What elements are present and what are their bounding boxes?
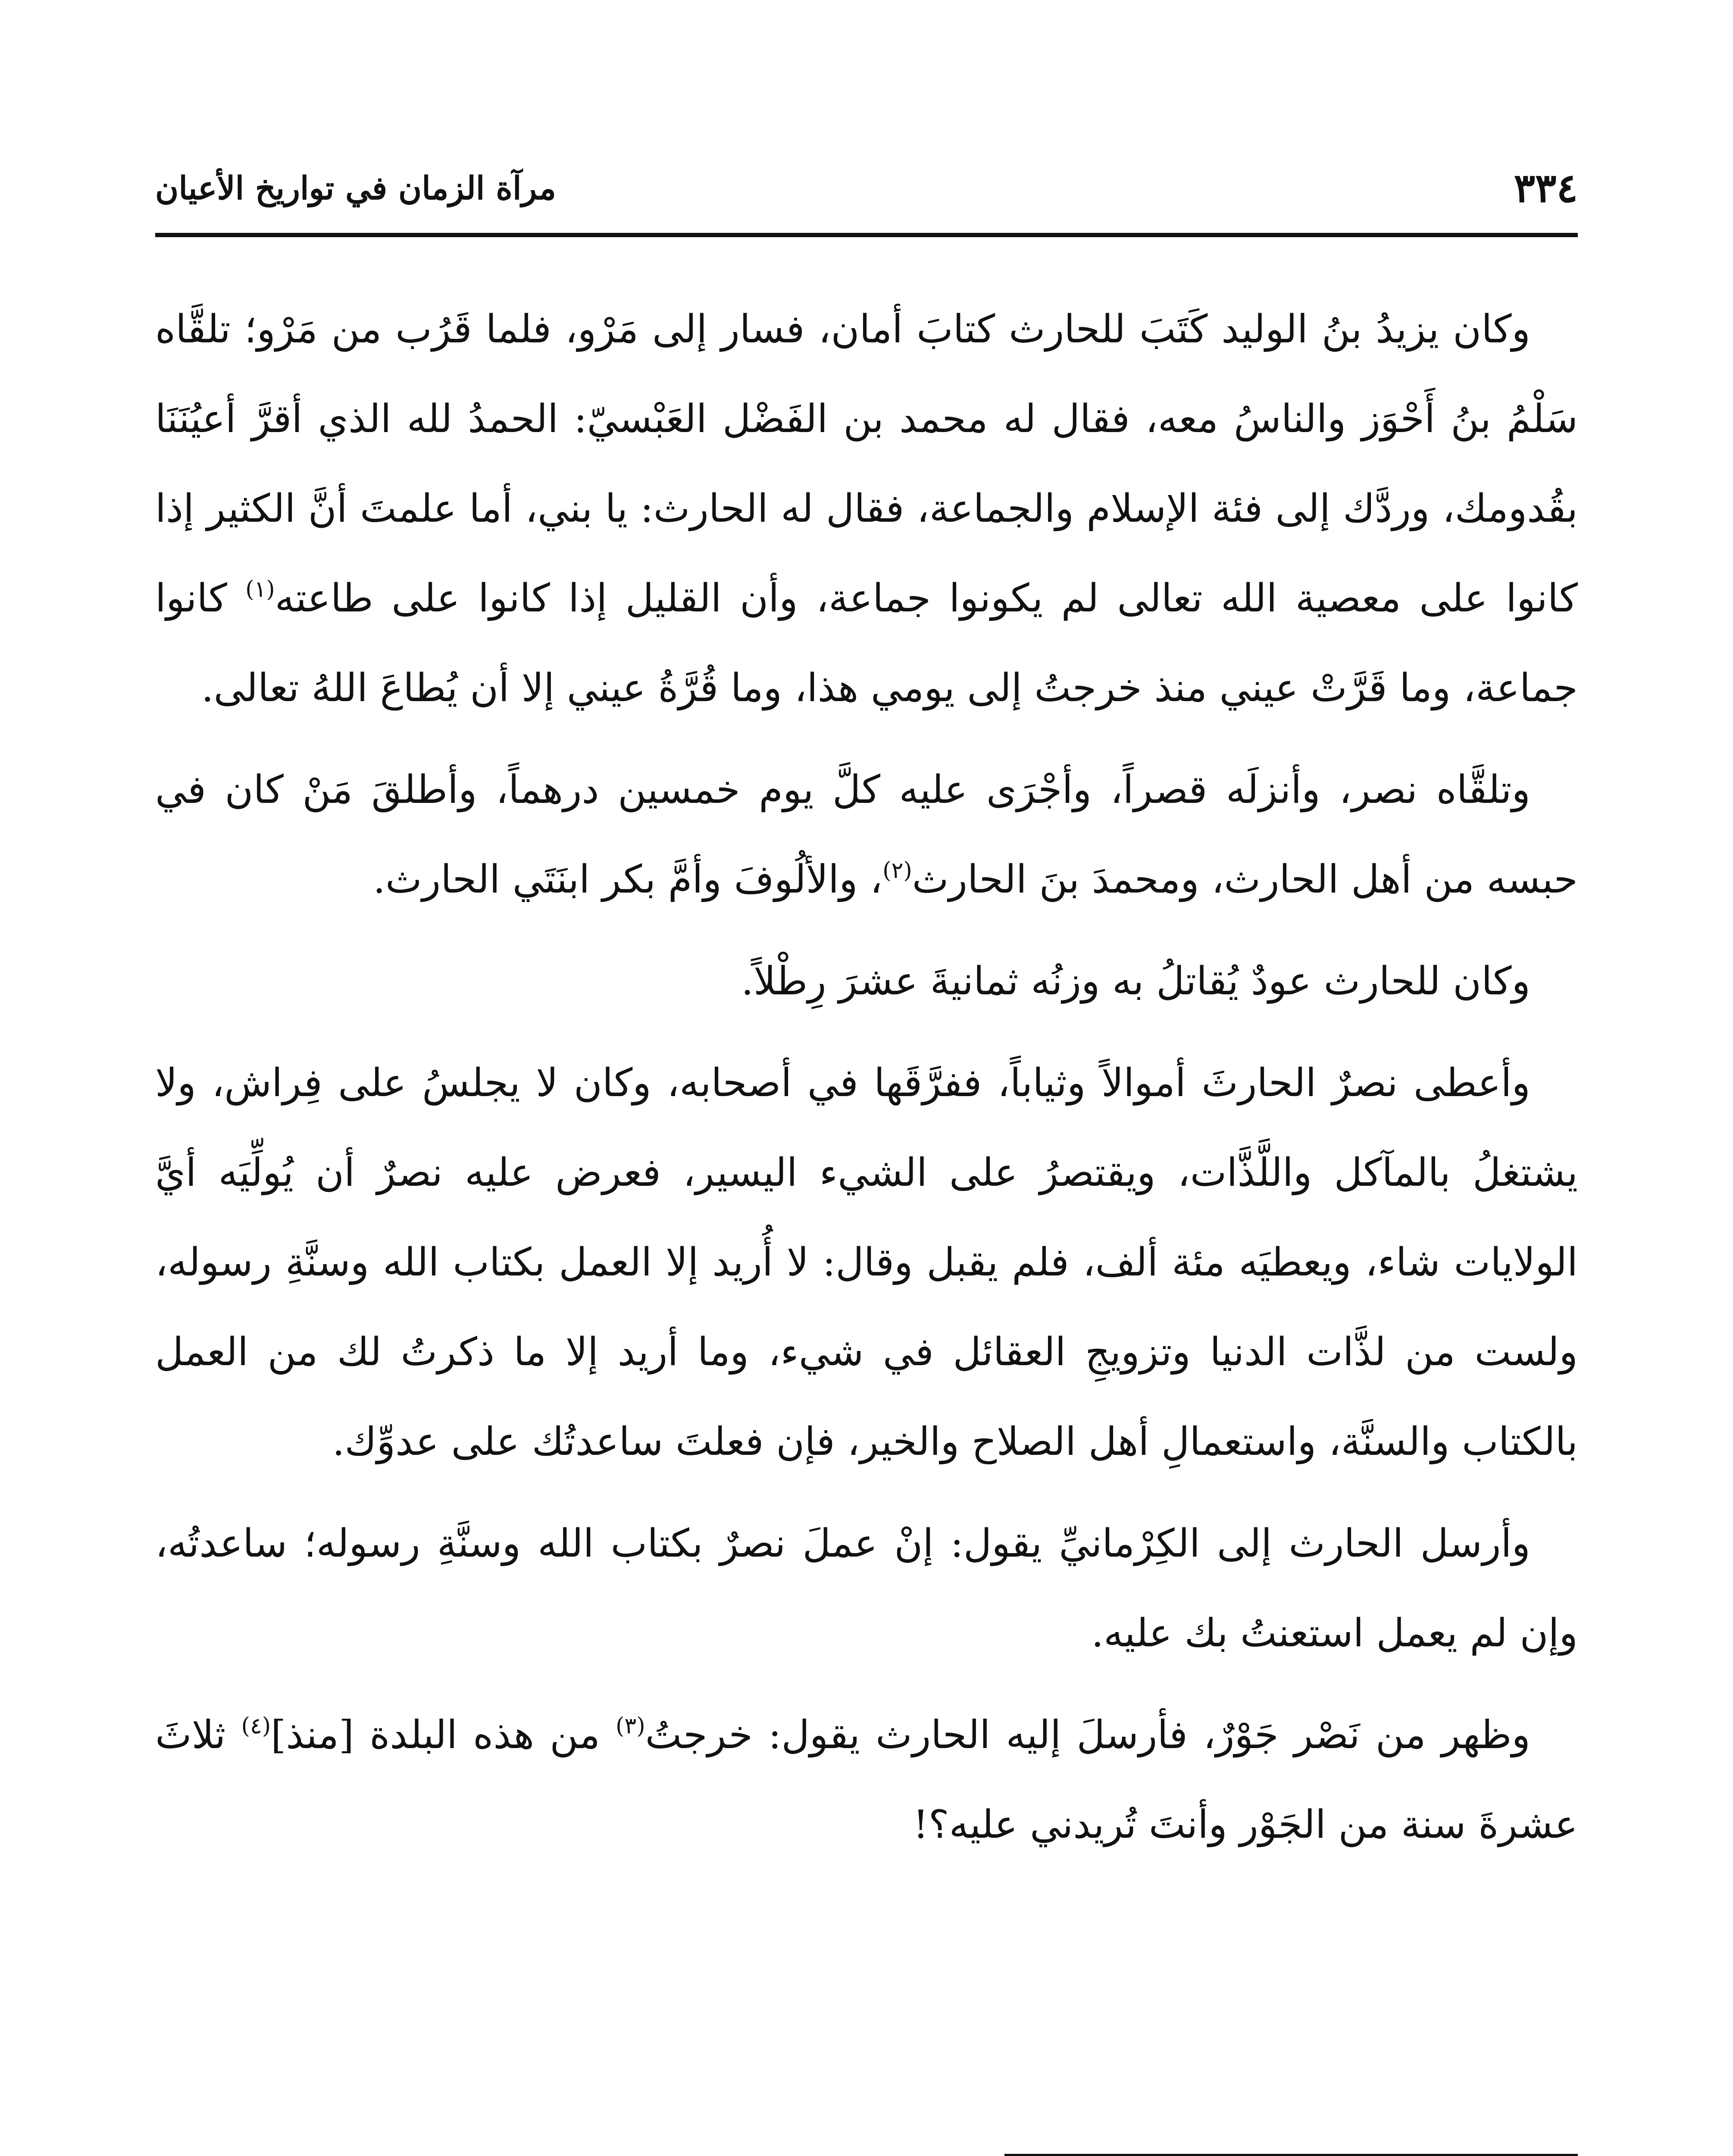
main-text [155,285,1578,1882]
page-number: ٣٣٤ [1514,165,1578,211]
paragraph-text: ، والألُوفَ وأمَّ بكر ابنَتَي الحارث. [373,857,883,902]
paragraph-text: ثلاثَ عشرةَ سنة من الجَوْر وأنتَ تُريدني عليه؟! [155,1712,1578,1847]
paragraph-text: وكان للحارث عودٌ يُقاتلُ به وزنُه ثمانيةَ عشرَ رِطْلاً. [741,959,1530,1004]
footnote-reference: (٣) [616,1713,645,1739]
header-rule [155,233,1578,237]
paragraph-text: من هذه البلدة [منذ] [271,1712,616,1758]
footnote-reference: (٢) [882,858,912,884]
paragraph [155,1038,1578,1487]
paragraph [155,937,1578,1026]
paragraph [155,1499,1578,1678]
paragraph-text: وتلقَّاه نصر، وأنزلَه قصراً، وأجْرَى عليه كلَّ يوم خمسين درهماً، وأطلقَ مَنْ كان في حبسه من أهل الحارث، ومحمدَ بنَ الحارث [155,767,1578,902]
footnote-reference: (٤) [241,1713,271,1739]
paragraph-text: كانوا جماعة، وما قَرَّتْ عيني منذ خرجتُ إلى يومي هذا، وما قُرَّةُ عيني إلا أن يُطاعَ اللهُ تعالى. [155,576,1578,711]
paragraph-text: وأعطى نصرٌ الحارثَ أموالاً وثياباً، ففرَّقَها في أصحابه، وكان لا يجلسُ على فِراش، ولا يشتغلُ بالمآكل واللَّذَّات، ويقتصرُ على الشيء اليسير، فعرض عليه نصرٌ أن يُولِّيَه أيَّ الولايات شاء، ويعطيَه مئة ألف، فلم يقبل وقال: لا أُريد إلا العمل بكتاب الله وسنَّةِ رسوله، ولست من لذَّات الدنيا وتزويجِ العقائل في شيء، وما أريد إلا ما ذكرتُ لك من العمل بالكتاب والسنَّة، واستعمالِ أهل الصلاح والخير، فإن فعلتَ ساعدتُك على عدوِّك. [155,1060,1578,1464]
book-title: مرآة الزمان في تواريخ الأعيان [155,170,556,207]
paragraph [155,285,1578,733]
footnote-separator [1004,2154,1578,2156]
paragraph [155,1690,1578,1870]
paragraph-text: وكان يزيدُ بنُ الوليد كَتَبَ للحارث كتابَ أمان، فسار إلى مَرْو، فلما قَرُب من مَرْو؛ تلقَّاه سَلْمُ بنُ أَحْوَز والناسُ معه، فقال له محمد بن الفَضْل العَبْسيّ: الحمدُ لله الذي أقرَّ أعيُنَنَا بقُدومك، وردَّك إلى فئة الإسلام والجماعة، فقال له الحارث: يا بني، أما علمتَ أنَّ الكثير إذا كانوا على معصية الله تعالى لم يكونوا جماعة، وأن القليل إذا كانوا على طاعته [155,307,1578,621]
paragraph-text: وظهر من نَصْر جَوْرٌ، فأرسلَ إليه الحارث يقول: خرجتُ [645,1712,1530,1758]
paragraph [155,745,1578,924]
footnote-reference: (١) [245,577,275,602]
paragraph-text: وأرسل الحارث إلى الكِرْمانيِّ يقول: إنْ عملَ نصرٌ بكتاب الله وسنَّةِ رسوله؛ ساعدتُه، وإن لم يعمل استعنتُ بك عليه. [155,1521,1578,1656]
running-header [155,155,1578,220]
